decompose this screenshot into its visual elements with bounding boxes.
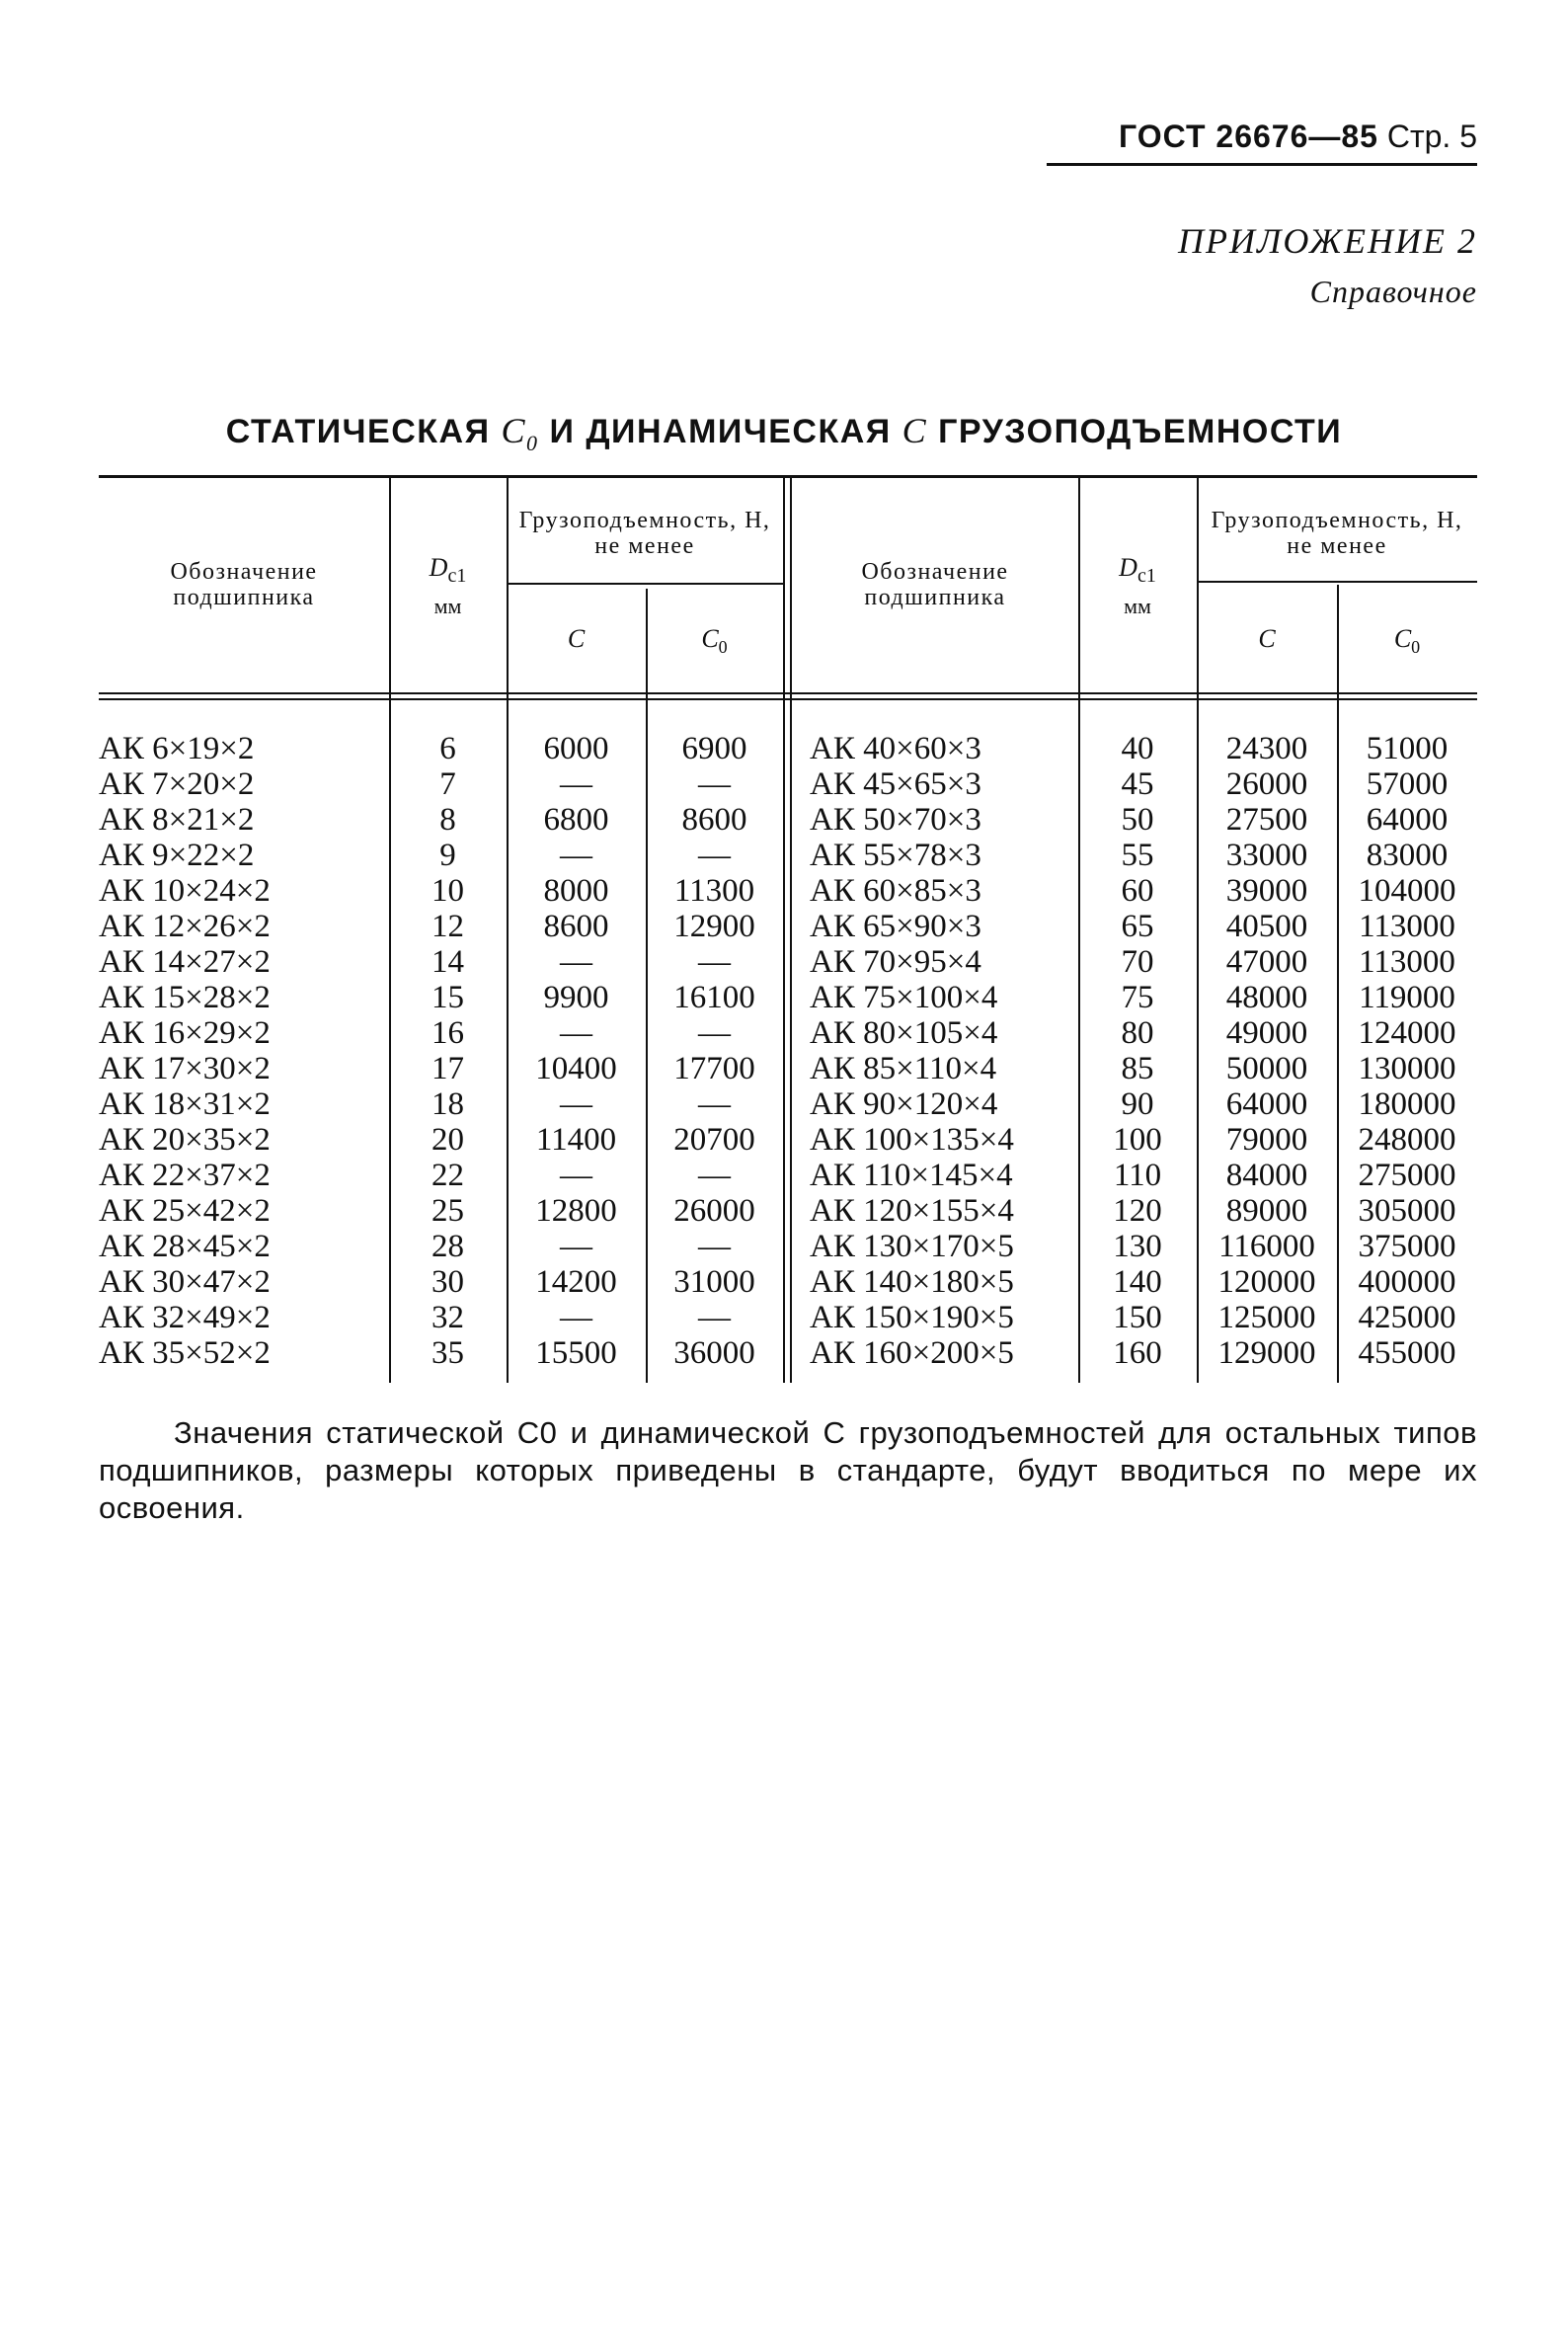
bearing-designation: АК 100×135×4 (810, 1122, 1014, 1158)
header-c-left: C (567, 624, 586, 653)
dynamic-capacity-value: 6000 (543, 731, 609, 766)
bearing-designation: АК 18×31×2 (99, 1086, 271, 1122)
static-capacity-value: — (698, 1229, 731, 1264)
diameter-value: 32 (431, 1300, 464, 1335)
dynamic-capacity-value: 39000 (1225, 873, 1308, 909)
diameter-value: 10 (431, 873, 464, 909)
dynamic-capacity-value: 40500 (1225, 909, 1308, 944)
bearing-designation: АК 60×85×3 (810, 873, 981, 909)
title-symbol-c: C (902, 411, 928, 450)
bearing-designation: АК 150×190×5 (810, 1300, 1014, 1335)
header-c0-right (1337, 624, 1477, 658)
capacity-subrule-left (507, 583, 783, 585)
dynamic-capacity-value: 8000 (543, 873, 609, 909)
table-row (99, 1086, 1477, 1122)
bearing-designation: АК 20×35×2 (99, 1122, 271, 1158)
dynamic-capacity-value: 48000 (1225, 980, 1308, 1015)
static-capacity-value: 130000 (1358, 1051, 1456, 1086)
dynamic-capacity-value: 9900 (543, 980, 609, 1015)
title-sym-1: C (501, 411, 526, 450)
diameter-value: 30 (431, 1264, 464, 1300)
table-row (99, 802, 1477, 838)
header-c0-sub-left: 0 (718, 637, 728, 658)
bearing-designation: АК 110×145×4 (810, 1158, 1013, 1193)
bearing-designation: АК 25×42×2 (99, 1193, 271, 1229)
header-c0-sub-right: 0 (1411, 637, 1421, 658)
header-dc1-sub-left: c1 (447, 565, 467, 588)
diameter-value: 65 (1121, 909, 1154, 944)
dynamic-capacity-value: 10400 (535, 1051, 617, 1086)
static-capacity-value: 305000 (1358, 1193, 1456, 1229)
title-symbol-c0 (501, 411, 539, 456)
static-capacity-value: 275000 (1358, 1158, 1456, 1193)
diameter-value: 70 (1121, 944, 1154, 980)
table-title (0, 410, 1568, 456)
dynamic-capacity-value: 33000 (1225, 838, 1308, 873)
static-capacity-value: 16100 (673, 980, 755, 1015)
static-capacity-value: 11300 (673, 873, 755, 909)
diameter-value: 45 (1121, 766, 1154, 802)
static-capacity-value: 57000 (1366, 766, 1449, 802)
footnote: Значения статической C0 и динамической C грузоподъемностей для остальных типов подшипников, размеры которых приведены в стандарте, будут вводиться по мере их освоения. (99, 1415, 1477, 1525)
dynamic-capacity-value: 64000 (1225, 1086, 1308, 1122)
static-capacity-value: 113000 (1359, 909, 1455, 944)
table-row (99, 1193, 1477, 1229)
bearing-designation: АК 65×90×3 (810, 909, 981, 944)
bearing-designation: АК 32×49×2 (99, 1300, 271, 1335)
static-capacity-value: — (698, 766, 731, 802)
header-c0-left (646, 624, 783, 658)
page-header (1047, 111, 1477, 162)
static-capacity-value: 26000 (673, 1193, 755, 1229)
table-row (99, 1015, 1477, 1051)
title-part-3: ГРУЗОПОДЪЕМНОСТИ (938, 413, 1343, 450)
header-dc1-right (1078, 553, 1197, 619)
diameter-value: 150 (1113, 1300, 1162, 1335)
diameter-value: 6 (439, 731, 456, 766)
static-capacity-value: 36000 (673, 1335, 755, 1371)
bearing-designation: АК 85×110×4 (810, 1051, 997, 1086)
dynamic-capacity-value: 120000 (1217, 1264, 1316, 1300)
static-capacity-value: 64000 (1366, 802, 1449, 838)
diameter-value: 60 (1121, 873, 1154, 909)
static-capacity-value: 17700 (673, 1051, 755, 1086)
bearing-designation: АК 12×26×2 (99, 909, 271, 944)
table-row (99, 1335, 1477, 1371)
diameter-value: 25 (431, 1193, 464, 1229)
dynamic-capacity-value: — (560, 1300, 592, 1335)
header-designation-left: Обозначение подшипника (170, 559, 318, 610)
bearing-designation: АК 8×21×2 (99, 802, 255, 838)
dynamic-capacity-value: 12800 (535, 1193, 617, 1229)
diameter-value: 12 (431, 909, 464, 944)
header-c-right: C (1258, 624, 1276, 653)
static-capacity-value: 12900 (673, 909, 755, 944)
dynamic-capacity-value: — (560, 1015, 592, 1051)
diameter-value: 140 (1113, 1264, 1162, 1300)
dynamic-capacity-value: 6800 (543, 802, 609, 838)
static-capacity-value: 124000 (1358, 1015, 1456, 1051)
static-capacity-value: 425000 (1358, 1300, 1456, 1335)
bearing-designation: АК 40×60×3 (810, 731, 981, 766)
dynamic-capacity-value: — (560, 1229, 592, 1264)
static-capacity-value: — (698, 1086, 731, 1122)
static-capacity-value: 180000 (1358, 1086, 1456, 1122)
bearing-designation: АК 140×180×5 (810, 1264, 1014, 1300)
static-capacity-value: — (698, 1158, 731, 1193)
title-sub-1: 0 (525, 431, 539, 456)
header-c0-sym-right: C (1393, 624, 1412, 653)
table-top-rule (99, 475, 1477, 478)
static-capacity-value: 375000 (1358, 1229, 1456, 1264)
dynamic-capacity-value: 27500 (1225, 802, 1308, 838)
dynamic-capacity-value: 79000 (1225, 1122, 1308, 1158)
bearing-designation: АК 90×120×4 (810, 1086, 998, 1122)
diameter-value: 80 (1121, 1015, 1154, 1051)
header-bottom-rule-1 (99, 692, 1477, 694)
bearing-designation: АК 10×24×2 (99, 873, 271, 909)
static-capacity-value: 248000 (1358, 1122, 1456, 1158)
dynamic-capacity-value: 8600 (543, 909, 609, 944)
header-c0-sym-left: C (701, 624, 719, 653)
bearing-designation: АК 14×27×2 (99, 944, 271, 980)
diameter-value: 50 (1121, 802, 1154, 838)
diameter-value: 7 (439, 766, 456, 802)
table-row (99, 1051, 1477, 1086)
header-dc1-left (389, 553, 507, 619)
static-capacity-value: — (698, 1015, 731, 1051)
diameter-value: 28 (431, 1229, 464, 1264)
dynamic-capacity-value: 84000 (1225, 1158, 1308, 1193)
bearing-designation: АК 45×65×3 (810, 766, 981, 802)
diameter-value: 17 (431, 1051, 464, 1086)
static-capacity-value: 455000 (1358, 1335, 1456, 1371)
header-capacity-right: Грузоподъемность, Н, не менее (1211, 508, 1463, 559)
dynamic-capacity-value: 24300 (1225, 731, 1308, 766)
bearing-designation: АК 15×28×2 (99, 980, 271, 1015)
diameter-value: 15 (431, 980, 464, 1015)
table-row (99, 1158, 1477, 1193)
bearing-designation: АК 75×100×4 (810, 980, 998, 1015)
table-row (99, 731, 1477, 766)
dynamic-capacity-value: 15500 (535, 1335, 617, 1371)
table-row (99, 1264, 1477, 1300)
dynamic-capacity-value: — (560, 838, 592, 873)
static-capacity-value: 8600 (681, 802, 747, 838)
table-row (99, 838, 1477, 873)
bearing-designation: АК 70×95×4 (810, 944, 981, 980)
bearing-designation: АК 55×78×3 (810, 838, 981, 873)
header-bottom-rule-2 (99, 698, 1477, 700)
static-capacity-value: 400000 (1358, 1264, 1456, 1300)
header-designation-right: Обозначение подшипника (861, 559, 1009, 610)
bearing-designation: АК 80×105×4 (810, 1015, 998, 1051)
header-dc1-sym-left: D (429, 553, 448, 582)
title-part-1: СТАТИЧЕСКАЯ (225, 413, 491, 450)
static-capacity-value: — (698, 838, 731, 873)
dynamic-capacity-value: 125000 (1217, 1300, 1316, 1335)
table-row (99, 1300, 1477, 1335)
bearing-designation: АК 30×47×2 (99, 1264, 271, 1300)
bearing-designation: АК 22×37×2 (99, 1158, 271, 1193)
capacity-subrule-right (1197, 581, 1477, 583)
standard-number: ГОСТ 26676—85 (1119, 119, 1378, 154)
table-row (99, 1122, 1477, 1158)
diameter-value: 120 (1113, 1193, 1162, 1229)
table-row (99, 1229, 1477, 1264)
diameter-value: 100 (1113, 1122, 1162, 1158)
dynamic-capacity-value: 89000 (1225, 1193, 1308, 1229)
static-capacity-value: 83000 (1366, 838, 1449, 873)
static-capacity-value: 51000 (1366, 731, 1449, 766)
table-row (99, 766, 1477, 802)
bearing-designation: АК 9×22×2 (99, 838, 255, 873)
header-dc1-unit-right: мм (1124, 594, 1151, 619)
bearing-designation: АК 16×29×2 (99, 1015, 271, 1051)
appendix-type: Справочное (1309, 274, 1477, 309)
bearing-designation: АК 35×52×2 (99, 1335, 271, 1371)
diameter-value: 75 (1121, 980, 1154, 1015)
static-capacity-value: 113000 (1359, 944, 1455, 980)
static-capacity-value: 20700 (673, 1122, 755, 1158)
table-row (99, 980, 1477, 1015)
page-number: Стр. 5 (1386, 119, 1477, 154)
table-row (99, 944, 1477, 980)
dynamic-capacity-value: 116000 (1218, 1229, 1315, 1264)
table-row (99, 909, 1477, 944)
bearing-designation: АК 50×70×3 (810, 802, 981, 838)
dynamic-capacity-value: — (560, 766, 592, 802)
bearing-designation: АК 28×45×2 (99, 1229, 271, 1264)
header-dc1-sub-right: c1 (1137, 565, 1156, 588)
bearing-designation: АК 120×155×4 (810, 1193, 1014, 1229)
dynamic-capacity-value: 49000 (1225, 1015, 1308, 1051)
diameter-value: 22 (431, 1158, 464, 1193)
table-row (99, 873, 1477, 909)
diameter-value: 35 (431, 1335, 464, 1371)
static-capacity-value: — (698, 944, 731, 980)
diameter-value: 160 (1113, 1335, 1162, 1371)
dynamic-capacity-value: — (560, 1086, 592, 1122)
bearing-designation: АК 160×200×5 (810, 1335, 1014, 1371)
bearing-designation: АК 7×20×2 (99, 766, 255, 802)
dynamic-capacity-value: 14200 (535, 1264, 617, 1300)
bearing-designation: АК 6×19×2 (99, 731, 255, 766)
diameter-value: 130 (1113, 1229, 1162, 1264)
diameter-value: 9 (439, 838, 456, 873)
diameter-value: 8 (439, 802, 456, 838)
diameter-value: 16 (431, 1015, 464, 1051)
bearing-designation: АК 130×170×5 (810, 1229, 1014, 1264)
appendix-label: ПРИЛОЖЕНИЕ 2 (1178, 221, 1477, 261)
diameter-value: 40 (1121, 731, 1154, 766)
diameter-value: 14 (431, 944, 464, 980)
diameter-value: 18 (431, 1086, 464, 1122)
static-capacity-value: 104000 (1358, 873, 1456, 909)
appendix-block (987, 215, 1477, 316)
title-part-2: И ДИНАМИЧЕСКАЯ (549, 413, 892, 450)
dynamic-capacity-value: — (560, 944, 592, 980)
diameter-value: 90 (1121, 1086, 1154, 1122)
dynamic-capacity-value: — (560, 1158, 592, 1193)
diameter-value: 55 (1121, 838, 1154, 873)
dynamic-capacity-value: 11400 (535, 1122, 617, 1158)
static-capacity-value: 6900 (681, 731, 747, 766)
header-dc1-unit-left: мм (433, 594, 462, 619)
diameter-value: 110 (1113, 1158, 1162, 1193)
dynamic-capacity-value: 47000 (1225, 944, 1308, 980)
dynamic-capacity-value: 50000 (1225, 1051, 1308, 1086)
dynamic-capacity-value: 129000 (1217, 1335, 1316, 1371)
diameter-value: 20 (431, 1122, 464, 1158)
static-capacity-value: — (698, 1300, 731, 1335)
diameter-value: 85 (1121, 1051, 1154, 1086)
dynamic-capacity-value: 26000 (1225, 766, 1308, 802)
header-capacity-left: Грузоподъемность, Н, не менее (518, 508, 771, 559)
header-rule (1047, 163, 1477, 166)
static-capacity-value: 119000 (1359, 980, 1455, 1015)
static-capacity-value: 31000 (673, 1264, 755, 1300)
header-dc1-sym-right: D (1119, 553, 1137, 582)
bearing-designation: АК 17×30×2 (99, 1051, 271, 1086)
